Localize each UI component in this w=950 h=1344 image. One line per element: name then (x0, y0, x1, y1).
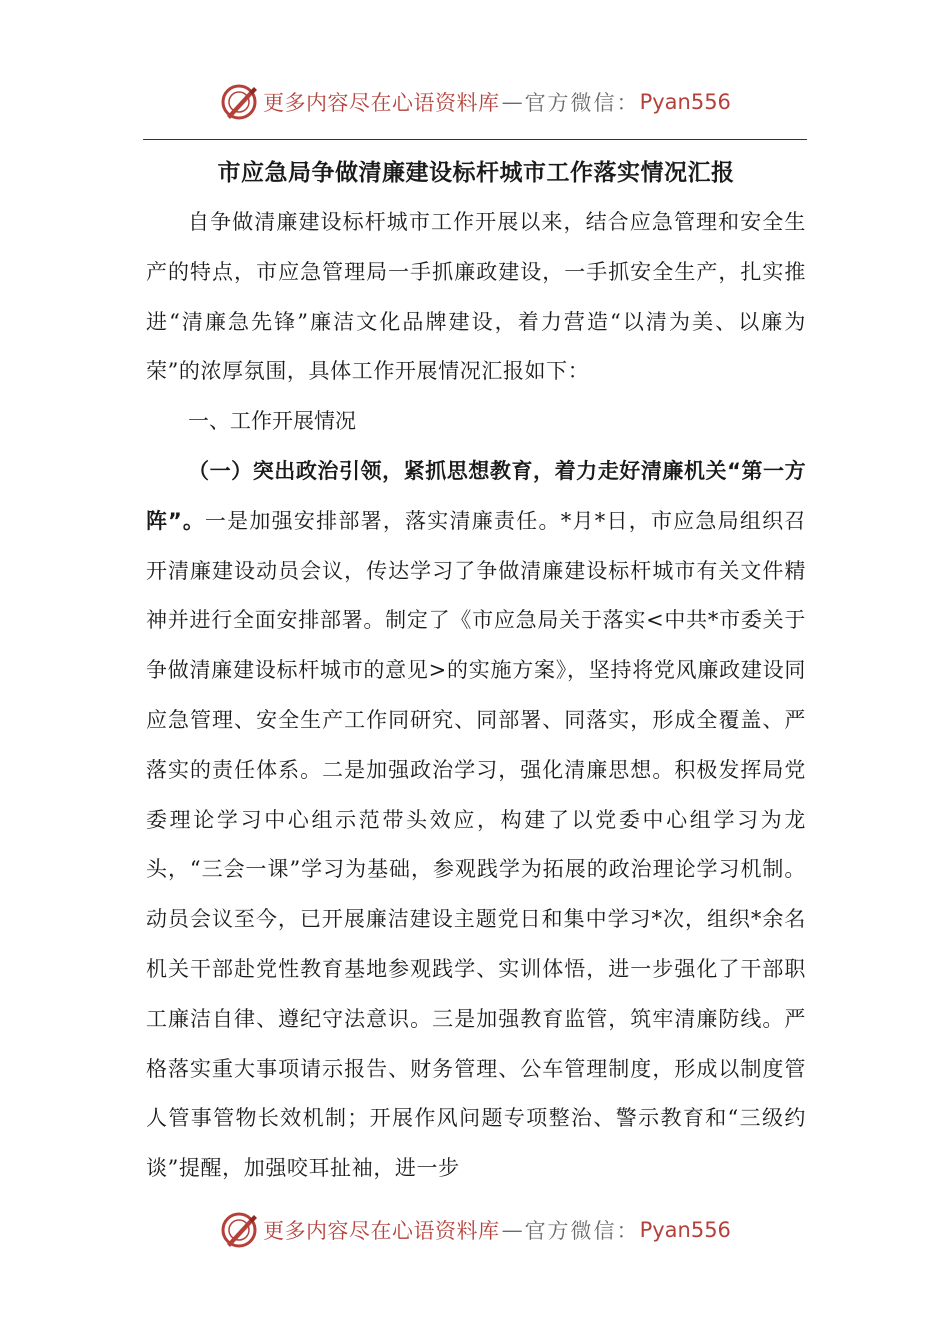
section-heading: 一、工作开展情况 (188, 409, 356, 434)
pen-circle-logo-icon (219, 82, 259, 122)
banner-brand-text: 更多内容尽在心语资料库 (263, 91, 500, 115)
header-rule (143, 139, 807, 140)
footer-dash: — (501, 1218, 523, 1242)
banner-wechat-id: Pyan556 (639, 90, 731, 114)
document-title: 市应急局争做清廉建设标杆城市工作落实情况汇报 (217, 160, 735, 186)
document-body (146, 152, 806, 1194)
intro-paragraph: 自争做清廉建设标杆城市工作开展以来，结合应急管理和安全生产的特点，市应急管理局一手抓廉政建设，一手抓安全生产，扎实推进“清廉急先锋”廉洁文化品牌建设，着力营造“以清为美、以廉为荣”的浓厚氛围，具体工作开展情况汇报如下： (146, 210, 806, 384)
footer-wechat-id: Pyan556 (639, 1218, 731, 1242)
footer-banner (0, 1208, 950, 1252)
subsection-heading: （一）突出政治引领，紧抓思想教育，着力走好清廉机关“第一方阵”。 (146, 458, 806, 533)
banner-official-label: 官方微信： (524, 91, 640, 115)
banner-dash: — (501, 90, 523, 114)
footer-official-label: 官方微信： (524, 1219, 640, 1243)
header-banner (0, 80, 950, 124)
pen-circle-logo-icon (219, 1210, 259, 1250)
subsection-body: 一是加强安排部署，落实清廉责任。*月*日，市应急局组织召开清廉建设动员会议，传达学习了争做清廉建设标杆城市有关文件精神并进行全面安排部署。制定了《市应急局关于落实<中共*市委关于争做清廉建设标杆城市的意见>的实施方案》，坚持将党风廉政建设同应急管理、安全生产工作同研究、同部署、同落实，形成全覆盖、严落实的责任体系。二是加强政治学习，强化清廉思想。积极发挥局党委理论学习中心组示范带头效应，构建了以党委中心组学习为龙头，“三会一课”学习为基础，参观践学为拓展的政治理论学习机制。动员会议至今，已开展廉洁建设主题党日和集中学习*次，组织*余名机关干部赴党性教育基地参观践学、实训体悟，进一步强化了干部职工廉洁自律、遵纪守法意识。三是加强教育监管，筑牢清廉防线。严格落实重大事项请示报告、财务管理、公车管理制度，形成以制度管人管事管物长效机制；开展作风问题专项整治、警示教育和“三级约谈”提醒，加强咬耳扯袖，进一步 (146, 508, 806, 1181)
subsection-paragraph (146, 447, 806, 1194)
footer-brand-text: 更多内容尽在心语资料库 (263, 1219, 500, 1243)
